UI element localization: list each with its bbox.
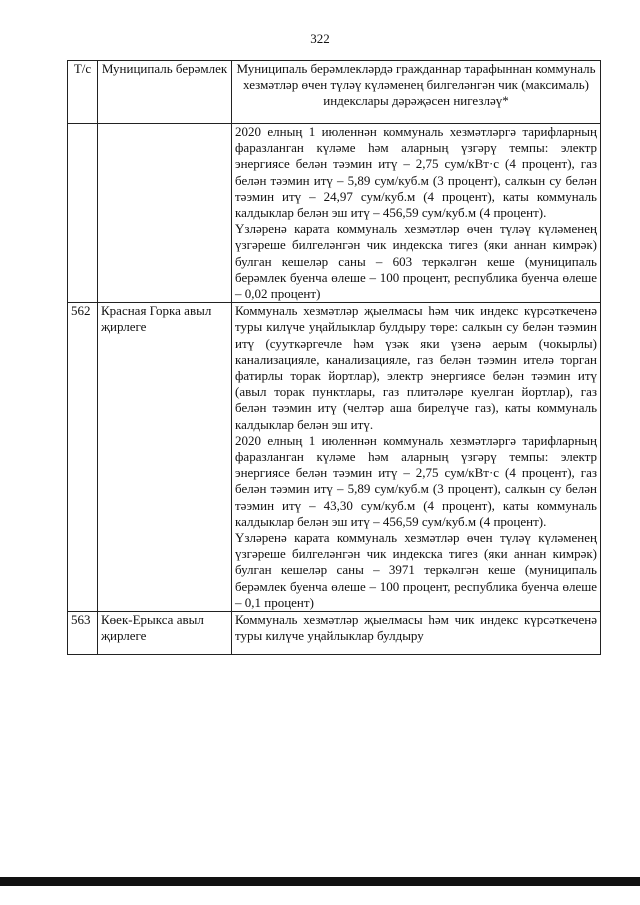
row-number [68, 124, 98, 303]
paragraph: Коммуналь хезмәтләр җыелмасы һәм чик индекс күрсәткеченә туры килүче уңайлыклар булдыру төре: салкын су белән тәэмин итү (сууткәргечле һәм үзәк яки үзенә аерым (чокырлы) канализацияле, канализацияле, газ белән тәэмин ителә торган фатирлы торак йортлар), электр энергиясе белән тәэмин итү (авыл торак пунктлары, газ плитәләре куелган йортлар), газ белән тәэмин итү (челтәр аша бирелүче газ), каты коммуналь калдыклар белән эш итү. [235, 303, 597, 432]
table-header-row [68, 61, 601, 124]
header-number: Т/с [68, 61, 98, 124]
table-row [68, 612, 601, 655]
table-row [68, 303, 601, 612]
paragraph: 2020 елның 1 июленнән коммуналь хезмәтләргә тарифларның фаразланган күләме һәм аларның үзгәрү темпы: электр энергиясе белән тәэмин итү – 2,75 сум/кВт·с (4 процент), газ белән тәэмин итү – 5,89 сум/куб.м (3 процент), салкын су белән тәэмин итү – 24,97 сум/куб.м (4 процент), каты коммуналь калдыклар белән эш итү – 456,59 сум/куб.м (4 процент). [235, 124, 597, 221]
row-municipality: Красная Горка авыл җирлеге [98, 303, 232, 612]
page-number: 322 [310, 31, 330, 46]
paragraph: 2020 елның 1 июленнән коммуналь хезмәтләргә тарифларның фаразланган күләме һәм аларның үзгәрү темпы: электр энергиясе белән тәэмин итү – 2,75 сум/кВт·с (4 процент), газ белән тәэмин итү – 5,89 сум/куб.м (3 процент), салкын су белән тәэмин итү – 43,30 сум/куб.м (4 процент), каты коммуналь калдыклар белән эш итү – 456,59 сум/куб.м (4 процент). [235, 432, 597, 529]
row-municipality [98, 124, 232, 303]
paragraph: Үзләренә карата коммуналь хезмәтләр өчен түләү күләменең үзгәреше билгеләнгән чик индекска тигез (яки аннан кимрәк) булган кешеләр саны – 3971 теркәлгән кеше (муниципаль берәмлек буенча өлеше – 100 процент, республика буенча өлеше – 0,1 процент) [235, 530, 597, 610]
table-row [68, 124, 601, 303]
scan-edge-bar [0, 877, 640, 886]
row-description [232, 303, 601, 612]
header-description: Муниципаль берәмлекләрдә гражданнар тарафыннан коммуналь хезмәтләр өчен түләү күләменең билгеләнгән чик (максималь) индекслары дәрәҗәсен нигезләү* [232, 61, 601, 124]
header-municipality: Муниципаль берәмлек [98, 61, 232, 124]
row-municipality [98, 612, 232, 655]
tariff-index-table [67, 60, 601, 655]
row-description [232, 124, 601, 303]
municipality-clip: Көек-Ерыкса авыл җирлеге [101, 612, 204, 644]
row-number: 563 [68, 612, 98, 655]
row-number: 562 [68, 303, 98, 612]
description-clip [235, 612, 597, 652]
paragraph: Коммуналь хезмәтләр җыелмасы һәм чик индекс күрсәткеченә туры килүче уңайлыклар булдыру [235, 612, 597, 644]
paragraph: Үзләренә карата коммуналь хезмәтләр өчен түләү күләменең үзгәреше билгеләнгән чик индекска тигез (яки аннан кимрәк) булган кешеләр саны – 603 теркәлгән кеше (муниципаль берәмлек буенча өлеше – 100 процент, республика буенча өлеше – 0,02 процент) [235, 221, 597, 302]
row-description [232, 612, 601, 655]
